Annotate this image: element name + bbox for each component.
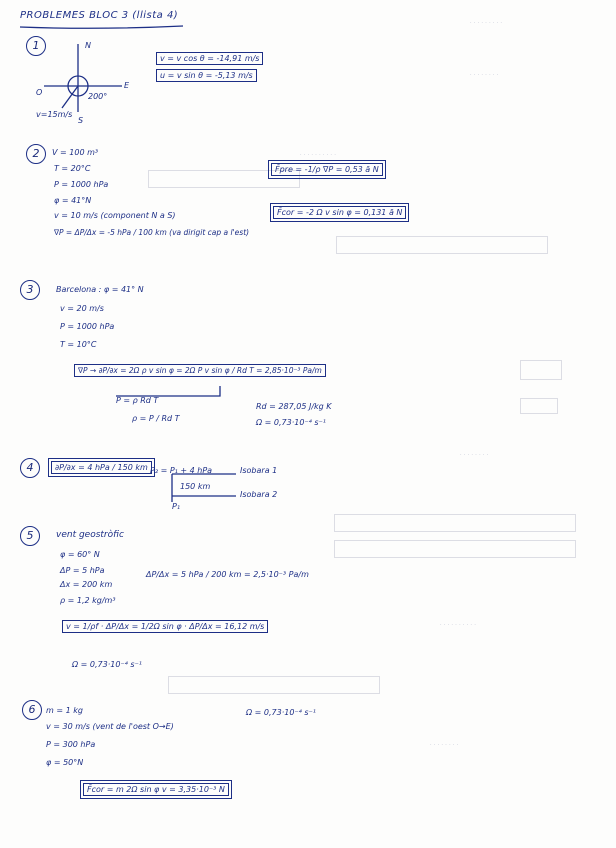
- p5-line-3: Δx = 200 km: [60, 580, 113, 589]
- p3-line-2: v = 20 m/s: [60, 304, 104, 313]
- isobar-2-label: Isobara 2: [240, 490, 278, 499]
- compass-e-label: E: [124, 81, 130, 90]
- eq-ideal-gas: P = ρ Rd T: [116, 396, 159, 405]
- eq-u-component: u = v sin θ = -5,13 m/s: [156, 69, 257, 82]
- p2-line-3: P = 1000 hPa: [54, 180, 109, 189]
- problem-5-number: 5: [20, 526, 40, 546]
- p2-line-6: ∇P = ΔP/Δx = -5 hPa / 100 km (va dirigit cap a l'est): [54, 228, 250, 237]
- p3-line-1: Barcelona : φ = 41° N: [56, 285, 144, 294]
- eq-ratio-p5: ΔP/Δx = 5 hPa / 200 km = 2,5·10⁻³ Pa/m: [146, 570, 309, 579]
- eq-coriolis-force: F̄cor = -2 Ω v sin φ = 0,131 ā N: [270, 203, 409, 222]
- p2-line-1: V = 100 m³: [52, 148, 99, 157]
- omega-constant-p6: Ω = 0,73·10⁻⁴ s⁻¹: [246, 708, 317, 717]
- handwritten-page: . . . . . . . . . . . . . . . . . . . . . . . . . . . . . . . . . . . . . . . . . . . . . . . . . . . . . PROBLEMES BLOC 3 (llista 4) 1 N E O S 200° v=15m/s v = v cos θ = -14,91 m/s u = v sin θ = -5,13 m/s 2 V = 100 m³ T = 20°C P = 1000 hPa φ = 41°N v = 10 m/s (component N a S) ∇P = ΔP/Δx = -5 hPa / 100 km (va dirigit cap a l'est) F̄pre = -1/ρ ∇P = 0,53 ā N F̄cor = -2 Ω v sin φ = 0,131 ā N 3 Barcelona : φ = 41° N v = 20 m/s P = 1000 hPa T = 10°C ∇P → ∂P/∂x = 2Ω ρ v sin φ = 2Ω P v sin φ / Rd T = 2,85·10⁻³ Pa/m P = ρ Rd T ρ = P / Rd T Rd = 287,05 J/kg K Ω = 0,73·10⁻⁴ s⁻¹ 4 ∂P/∂x = 4 hPa / 150 km P₂ = P₁ + 4 hPa 150 km P₁ Isobara 1 Isobara 2 5 vent geostròfic φ = 60° N ΔP = 5 hPa Δx = 200 km ρ = 1,2 kg/m³ ΔP/Δx = 5 hPa / 200 km = 2,5·10⁻³ Pa/m v = 1/ρf · ΔP/Δx = 1/2Ω sin φ · ΔP/Δx = 16,12 m/s Ω = 0,73·10⁻⁴ s⁻¹ 6 m = 1 kg v = 30 m/s (vent de l'oest O→E) P = 300 hPa φ = 50°N Ω = 0,73·10⁻⁴ s⁻¹ F̄cor = m 2Ω sin φ v = 3,35·10⁻³ N: [0, 0, 616, 848]
- eq-gradient-p4: ∂P/∂x = 4 hPa / 150 km: [48, 458, 155, 477]
- p6-line-2: v = 30 m/s (vent de l'oest O→E): [46, 722, 174, 731]
- p3-line-4: T = 10°C: [60, 340, 97, 349]
- eq-coriolis-p6: F̄cor = m 2Ω sin φ v = 3,35·10⁻³ N: [80, 780, 232, 799]
- p2-line-5: v = 10 m/s (component N a S): [54, 211, 176, 220]
- compass-s-label: S: [78, 116, 84, 125]
- p5-line-1: φ = 60° N: [60, 550, 100, 559]
- compass-o-label: O: [36, 88, 43, 97]
- angle-label: 200°: [88, 92, 108, 101]
- p6-line-4: φ = 50°N: [46, 758, 84, 767]
- p2-line-2: T = 20°C: [54, 164, 91, 173]
- compass-diagram: [30, 40, 140, 120]
- compass-n-label: N: [85, 41, 91, 50]
- p4-distance: 150 km: [180, 482, 211, 491]
- p3-line-3: P = 1000 hPa: [60, 322, 115, 331]
- p6-line-3: P = 300 hPa: [46, 740, 96, 749]
- rd-constant: Rd = 287,05 J/kg K: [256, 402, 332, 411]
- speed-label: v=15m/s: [36, 110, 73, 119]
- p2-line-4: φ = 41°N: [54, 196, 92, 205]
- p6-line-1: m = 1 kg: [46, 706, 83, 715]
- p4-p2: P₂ = P₁ + 4 hPa: [150, 466, 213, 475]
- problem-3-number: 3: [20, 280, 40, 300]
- isobar-1-label: Isobara 1: [240, 466, 278, 475]
- p5-line-4: ρ = 1,2 kg/m³: [60, 596, 116, 605]
- omega-constant-p5: Ω = 0,73·10⁻⁴ s⁻¹: [72, 660, 143, 669]
- problem-6-number: 6: [22, 700, 42, 720]
- problem-1-number: 1: [26, 36, 46, 56]
- title-underline: [18, 24, 188, 30]
- eq-density: ρ = P / Rd T: [132, 414, 180, 423]
- page-title: PROBLEMES BLOC 3 (llista 4): [20, 10, 179, 21]
- p4-p1: P₁: [172, 502, 181, 511]
- p5-heading: vent geostròfic: [56, 530, 124, 540]
- p5-line-2: ΔP = 5 hPa: [60, 566, 105, 575]
- eq-pressure-gradient: ∇P → ∂P/∂x = 2Ω ρ v sin φ = 2Ω P v sin φ / Rd T = 2,85·10⁻³ Pa/m: [74, 364, 326, 377]
- problem-2-number: 2: [26, 144, 46, 164]
- problem-4-number: 4: [20, 458, 40, 478]
- eq-geostrophic-wind: v = 1/ρf · ΔP/Δx = 1/2Ω sin φ · ΔP/Δx = 16,12 m/s: [62, 620, 268, 633]
- omega-constant-p3: Ω = 0,73·10⁻⁴ s⁻¹: [256, 418, 327, 427]
- eq-v-component: v = v cos θ = -14,91 m/s: [156, 52, 263, 65]
- eq-pressure-force: F̄pre = -1/ρ ∇P = 0,53 ā N: [268, 160, 386, 179]
